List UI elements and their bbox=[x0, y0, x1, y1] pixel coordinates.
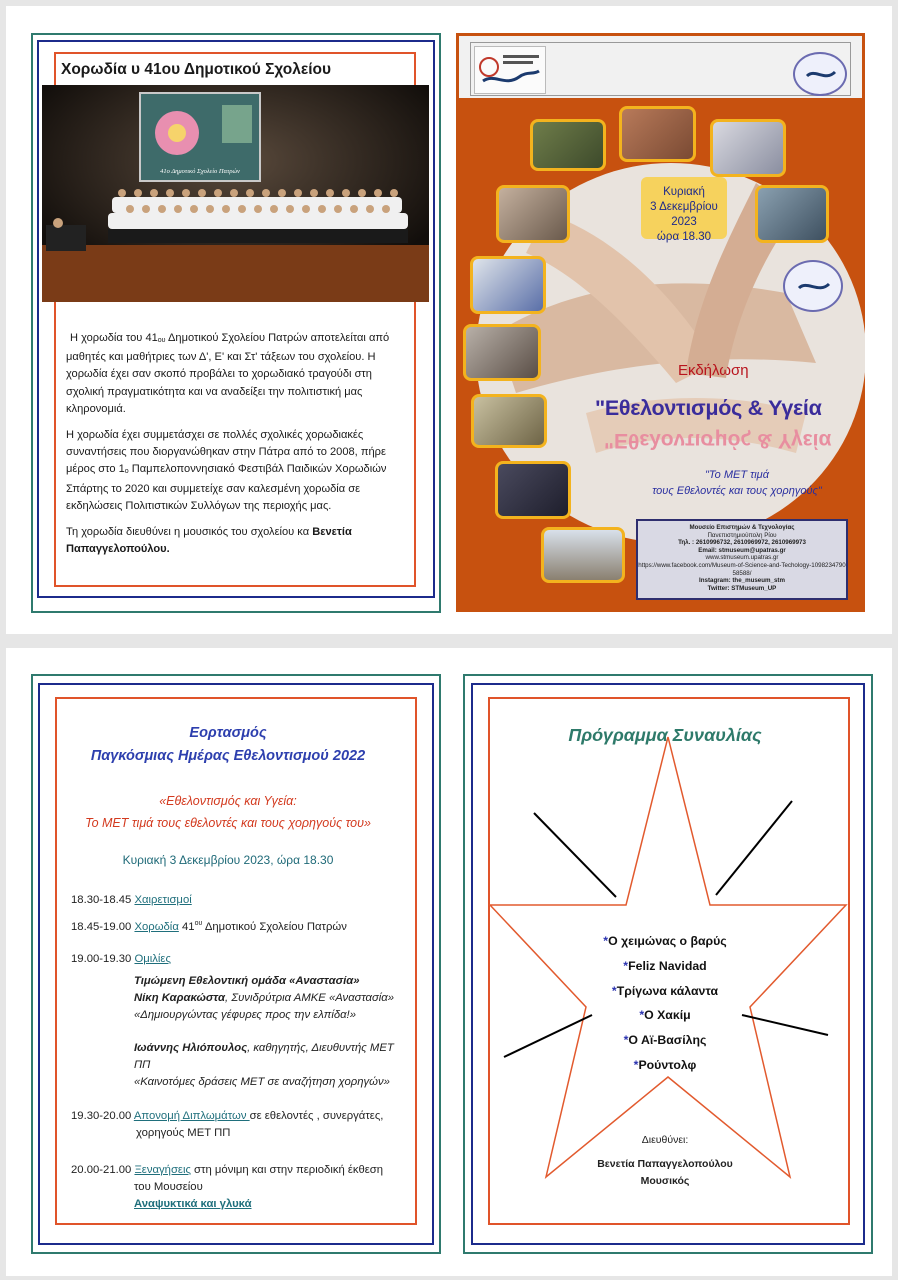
thumb-photo-4 bbox=[496, 185, 570, 243]
song-4-title: Ο Χακίμ bbox=[644, 1008, 691, 1022]
heading-line-1: Εορτασμός bbox=[189, 725, 267, 741]
seal-icon-2 bbox=[785, 262, 841, 310]
talk2-title: «Καινοτόμες δράσεις ΜΕΤ σε αναζήτηση χορηγών» bbox=[134, 1076, 390, 1088]
page1-para3 bbox=[66, 524, 412, 558]
director-name-p4: Βενετία Παπαγγελοπούλου bbox=[597, 1158, 733, 1170]
talk1-line-1: Τιμώμενη Εθελοντική ομάδα «Αναστασία» bbox=[134, 975, 360, 987]
schedule-item-2 bbox=[71, 915, 347, 936]
contact-line-3: Τηλ. : 2610996732, 2610969972, 2610969973 bbox=[678, 539, 806, 547]
para2-text-b: Παμπελοποννησιακό Φεστιβάλ Παιδικών Χορωδιών Σπάρτης το 2020 και συμμετείχε σαν καλεσμένη χορωδία σε εκδηλώσεις Πολιτιστικών Συλλόγων της περιοχής μας. bbox=[66, 463, 387, 512]
page1-para1 bbox=[66, 330, 412, 418]
concert-program-title: Πρόγραμμα Συναυλίας bbox=[568, 725, 762, 745]
item4-link[interactable]: Απονομή Διπλωμάτων bbox=[133, 1110, 250, 1122]
item5-time: 20.00-21.00 bbox=[71, 1164, 132, 1176]
choir-photo bbox=[42, 85, 429, 302]
item2-link[interactable]: Χορωδία bbox=[134, 920, 179, 933]
item5-refreshments[interactable]: Αναψυκτικά και γλυκά bbox=[134, 1198, 252, 1210]
song-1-star: * bbox=[603, 934, 609, 948]
contact-line-8: Twitter: STMuseum_UP bbox=[707, 584, 777, 592]
para3-text-a: Τη χορωδία διευθύνει η μουσικός του σχολείου κα bbox=[66, 526, 313, 539]
date-line-1: Κυριακή bbox=[663, 186, 705, 198]
talk2-role: , καθηγητής, Διευθυντής ΜΕΤ bbox=[247, 1042, 394, 1054]
contact-line-2: Πανεπιστημιούπολη Ρίου bbox=[707, 531, 777, 539]
song-5-star: * bbox=[623, 1033, 629, 1047]
song-6-title: Ρούντολφ bbox=[638, 1058, 697, 1072]
subtitle-line-1: «Εθελοντισμός και Υγεία: bbox=[159, 794, 297, 808]
page1-para2 bbox=[66, 427, 412, 515]
item5-rest: στη μόνιμη και στην περιοδική έκθεση bbox=[190, 1164, 384, 1176]
item2-num: 41 bbox=[178, 920, 195, 933]
page3-subtitle bbox=[38, 790, 418, 834]
page3-heading bbox=[38, 722, 418, 768]
slide-caption: 41ο Δημοτικό Σχολείο Πατρών bbox=[160, 168, 240, 175]
contact-line-6: https://www.facebook.com/Museum-of-Science-and-Techology-109823479058588/ bbox=[638, 561, 846, 577]
item3-time: 19.00-19.30 bbox=[71, 953, 132, 965]
contact-line-1: Μουσείο Επιστημών & Τεχνολογίας bbox=[689, 524, 795, 531]
song-3-star: * bbox=[611, 984, 617, 998]
item1-time: 18.30-18.45 bbox=[71, 894, 132, 906]
thumb-photo-5 bbox=[755, 185, 829, 243]
para2-text-a: Η χορωδία έχει συμμετάσχει σε πολλές σχολικές χορωδιακές συναντήσεις που διοργανώθηκαν στην Πάτρα από το 2008, πήρε μέρος στο 1 bbox=[66, 429, 386, 476]
seal-logo-right bbox=[783, 260, 843, 312]
talk2-line-1 bbox=[134, 1040, 409, 1057]
song-2 bbox=[491, 959, 839, 973]
museum-logo-icon bbox=[475, 47, 545, 93]
poster-title: "Εθελοντισμός & Υγεία bbox=[595, 396, 822, 420]
item3-link[interactable]: Ομιλίες bbox=[134, 953, 171, 965]
song-3-title: Τρίγωνα κάλαντα bbox=[616, 984, 719, 998]
thumb-photo-10 bbox=[541, 527, 625, 583]
song-6-star: * bbox=[633, 1058, 639, 1072]
poster-tagline bbox=[632, 467, 842, 499]
contact-line-7: Instagram: the_museum_stm bbox=[699, 577, 785, 585]
talk1-line-2 bbox=[134, 990, 409, 1007]
poster-contact-box bbox=[636, 519, 848, 600]
ray-top-left bbox=[534, 813, 616, 897]
heading-line-2: Παγκόσμιας Ημέρας Εθελοντισμού 2022 bbox=[90, 748, 366, 764]
item2-rest: Δημοτικού Σχολείου Πατρών bbox=[202, 920, 347, 933]
song-1-title: Ο χειμώνας ο βαρύς bbox=[608, 934, 727, 948]
schedule-item-3 bbox=[71, 951, 171, 968]
seal-icon bbox=[795, 54, 845, 94]
director-label: Διευθύνει: bbox=[641, 1134, 689, 1146]
poster-title-reflection: "Εθελοντισμός & Υγεία bbox=[604, 429, 832, 452]
talk-1 bbox=[134, 973, 409, 1024]
para1-sub: ου bbox=[157, 337, 166, 344]
item2-time: 18.45-19.00 bbox=[71, 920, 132, 933]
song-5-title: Ο Αϊ-Βασίλης bbox=[628, 1033, 707, 1047]
contact-line-4: Email: stmuseum@upatras.gr bbox=[698, 546, 786, 554]
date-line-3: ώρα 18.30 bbox=[656, 231, 712, 243]
thumb-photo-7 bbox=[463, 324, 541, 381]
schedule-item-4 bbox=[71, 1108, 411, 1142]
talk2-role-2: ΠΠ bbox=[134, 1059, 151, 1071]
director-role: Μουσικός bbox=[640, 1175, 690, 1187]
song-4-star: * bbox=[639, 1008, 645, 1022]
talk-2 bbox=[134, 1040, 409, 1091]
para1-text-b: Δημοτικού Σχολείου Πατρών αποτελείται από μαθητές και μαθήτριες των Δ', Ε' και Στ' τάξεων του σχολείου. Η χορωδία έχει σαν σκοπό προβάλει το χορωδιακό τραγούδι στη σχολική πραγματικότητα και να αναδείξει την πολιτιστική μας κληρονομιά. bbox=[66, 332, 390, 415]
item2-sup: ου bbox=[194, 920, 203, 927]
star-outline bbox=[490, 737, 846, 1177]
poster-date-box bbox=[641, 177, 727, 243]
item4-rest: σε εθελοντές , συνεργάτες, bbox=[249, 1110, 384, 1122]
choir-photo-drawing bbox=[42, 85, 429, 302]
director-name: Βενετία Παπαγγελοπούλου. bbox=[66, 526, 352, 556]
song-5 bbox=[491, 1033, 839, 1047]
talk1-name: Νίκη Καρακώστα bbox=[134, 992, 226, 1004]
museum-logo-left bbox=[474, 46, 546, 94]
date-line-2: 3 Δεκεμβρίου 2023 bbox=[650, 201, 718, 228]
page1-title: Χορωδία υ 41ου Δημοτικού Σχολείου bbox=[57, 56, 392, 84]
song-4 bbox=[491, 1008, 839, 1022]
song-1 bbox=[491, 934, 839, 948]
thumb-photo-1 bbox=[530, 119, 606, 171]
song-3 bbox=[491, 984, 839, 998]
seal-logo-top bbox=[793, 52, 847, 96]
schedule-item-5 bbox=[71, 1162, 416, 1213]
poster-event-label: Εκδήλωση bbox=[678, 362, 749, 379]
page3-date: Κυριακή 3 Δεκεμβρίου 2023, ώρα 18.30 bbox=[122, 853, 334, 867]
ray-top-right bbox=[716, 801, 792, 895]
song-6 bbox=[491, 1058, 839, 1072]
contact-line-5: www.stmuseum.upatras.gr bbox=[705, 554, 779, 562]
thumb-photo-9 bbox=[495, 461, 571, 519]
thumb-photo-8 bbox=[471, 394, 547, 448]
item5-link[interactable]: Ξεναγήσεις bbox=[134, 1164, 191, 1176]
para2-sub: ο bbox=[124, 468, 129, 476]
item1-link[interactable]: Χαιρετισμοί bbox=[134, 894, 192, 906]
thumb-photo-6 bbox=[470, 256, 546, 314]
para1-text-a: Η χορωδία του 41 bbox=[70, 332, 158, 344]
thumb-photo-2 bbox=[619, 106, 696, 162]
page1-body bbox=[66, 330, 412, 567]
schedule-item-1 bbox=[71, 892, 192, 909]
item4-rest-2: χορηγούς ΜΕΤ ΠΠ bbox=[136, 1127, 231, 1139]
tagline-line-2: τους Εθελοντές και τους χορηγούς" bbox=[652, 485, 822, 497]
thumb-photo-3 bbox=[710, 119, 786, 177]
talk2-name: Ιωάννης Ηλιόπουλος bbox=[134, 1042, 248, 1054]
subtitle-line-2: Το ΜΕΤ τιμά τους εθελοντές και τους χορηγούς του» bbox=[85, 816, 371, 830]
song-2-star: * bbox=[623, 959, 629, 973]
talk1-title: «Δημιουργώντας γέφυρες προς την ελπίδα!» bbox=[134, 1009, 356, 1021]
item5-rest-2: του Μουσείου bbox=[134, 1181, 203, 1193]
tagline-line-1: "Το ΜΕΤ τιμά bbox=[705, 469, 769, 481]
song-2-title: Feliz Navidad bbox=[628, 959, 707, 973]
talk1-role: , Συνιδρύτρια ΑΜΚΕ «Αναστασία» bbox=[225, 992, 395, 1004]
item4-time: 19.30-20.00 bbox=[71, 1110, 132, 1122]
